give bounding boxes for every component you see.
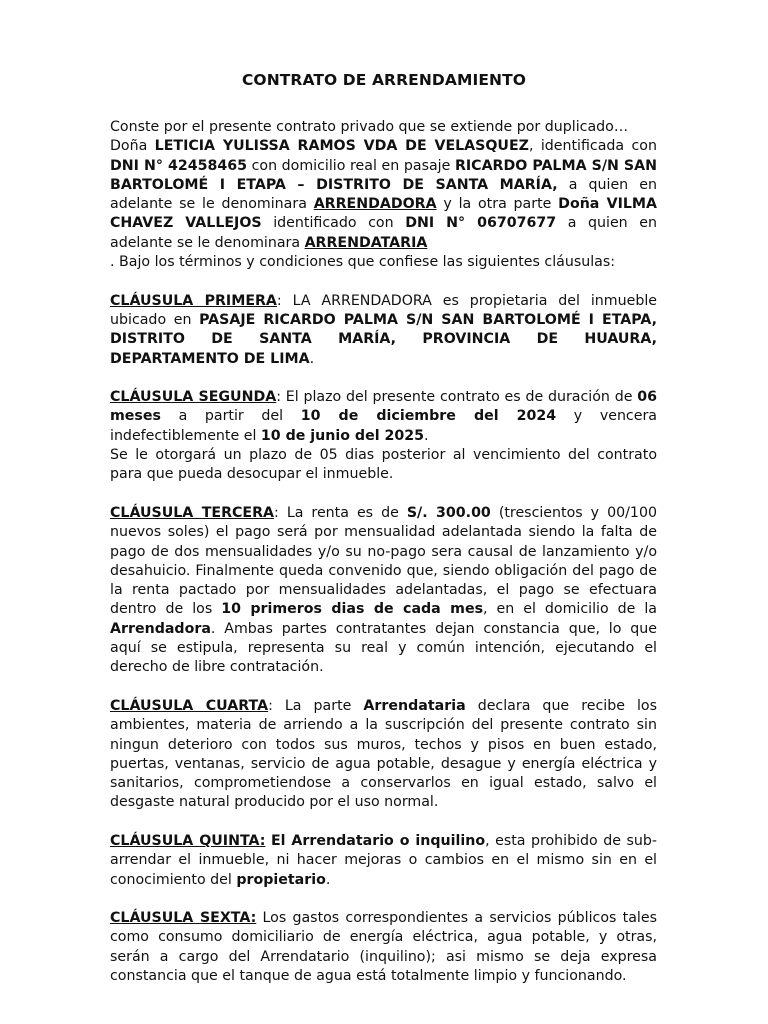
clause-5-title: CLÁUSULA QUINTA: <box>110 832 266 849</box>
start-date: 10 de diciembre del 2024 <box>300 408 557 425</box>
arrendataria-name: Doña VILMA CHAVEZ VALLEJOS <box>110 196 657 232</box>
intro-text: a quien en adelante se le denominara <box>110 176 658 213</box>
intro-line-1: Conste por el presente contrato privado que se extiende por duplicado… <box>110 119 629 135</box>
clause-3-text: , en el domicilio de la <box>483 601 657 618</box>
clause-5 <box>110 832 657 890</box>
paragraph-gap <box>110 813 657 832</box>
clause-1-title: CLÁUSULA PRIMERA <box>110 292 277 309</box>
document-body <box>110 118 657 986</box>
clause-3-title: CLÁUSULA TERCERA <box>110 504 275 521</box>
paragraph-gap <box>110 890 657 909</box>
arrendataria-ref: Arrendataria <box>363 697 466 714</box>
clause-5-text: , esta prohibido de sub-arrendar el inmueble, ni hacer mejoras o cambios en el mismo sin en el conocimiento del <box>110 832 657 888</box>
intro-text: . Bajo los términos y condiciones que confiese las siguientes cláusulas: <box>110 254 616 271</box>
clause-6 <box>110 909 657 986</box>
clause-1 <box>110 292 657 369</box>
contract-duration: 06 meses <box>110 389 657 425</box>
clause-3 <box>110 504 657 678</box>
clause-2-title: CLÁUSULA SEGUNDA <box>110 389 277 406</box>
intro-text: a quien en adelante se le denominara <box>110 215 657 251</box>
end-date: 10 de junio del 2025 <box>260 427 424 444</box>
paragraph-gap <box>110 272 657 291</box>
clause-4-text: : La parte <box>268 697 364 714</box>
arrendadora-role: ARRENDADORA <box>313 196 437 213</box>
arrendataria-role: ARRENDATARIA <box>304 234 428 251</box>
arrendadora-ref: Arrendadora <box>110 620 211 637</box>
intro-text: Doña <box>110 138 155 155</box>
arrendataria-dni: DNI N° 06707677 <box>405 215 557 232</box>
clause-2-text: a partir del <box>160 408 301 425</box>
clause-2 <box>110 388 657 484</box>
clause-2-extra: Se le otorgará un plazo de 05 dias posterior al vencimiento del contrato para que pueda desocupar el inmueble. <box>110 447 657 483</box>
clause-5-text: . <box>325 871 331 888</box>
owner-ref: propietario <box>236 871 326 888</box>
clause-4-title: CLÁUSULA CUARTA <box>110 697 269 714</box>
clause-3-text: . Ambas partes contratantes dejan constancia que, lo que aquí se estipula, representa su real y común intención, ejecutando el derecho de libre contratación. <box>110 620 657 676</box>
clause-4-text: declara que recibe los ambientes, materia de arriendo a la suscripción del presente contrato sin ningun deterioro con todos sus muros, techos y pisos en buen estado, puertas, ventanas, servicio de agua potable, desague y energía eléctrica y sanitarios, comprometiendose a conservarlos en igual estado, salvo el desgaste natural producido por el uso normal. <box>110 697 657 811</box>
intro-text: , identificada con <box>528 138 657 155</box>
clause-3-text: (trescientos y 00/100 nuevos soles) el pago será por mensualidad adelantada siendo la falta de pago de dos mensualidades y/o su no-pago sera causal de lanzamiento y/o desahuicio. Finalmente queda convenido que, siendo obligación del pago de la renta pactado por mensualidades adelantadas, el pago se efectuara dentro de los <box>110 504 657 618</box>
paragraph-gap <box>110 678 657 697</box>
clause-1-text: . <box>309 350 315 367</box>
clause-6-title: CLÁUSULA SEXTA: <box>110 910 257 927</box>
arrendadora-name: LETICIA YULISSA RAMOS VDA DE VELASQUEZ <box>154 138 529 155</box>
rent-amount: S/. 300.00 <box>406 504 491 521</box>
intro-text: con domicilio real en pasaje <box>246 157 455 174</box>
arrendadora-dni: DNI N° 42458465 <box>110 157 247 174</box>
payment-days: 10 primeros dias de cada mes <box>221 601 484 618</box>
clause-3-text: : La renta es de <box>274 504 407 521</box>
intro-paragraph <box>110 118 657 272</box>
clause-2-text: : El plazo del presente contrato es de duración de <box>276 389 638 406</box>
arrendadora-address: RICARDO PALMA S/N SAN BARTOLOMÉ I ETAPA – DISTRITO DE SANTA MARÍA, <box>110 157 658 193</box>
clause-1-text: : LA ARRENDADORA es propietaria del inmueble ubicado en <box>110 292 657 328</box>
paragraph-gap <box>110 369 657 388</box>
property-address: PASAJE RICARDO PALMA S/N SAN BARTOLOMÉ I ETAPA, DISTRITO DE SANTA MARÍA, PROVINCIA DE HUAURA, DEPARTAMENTO DE LIMA <box>110 311 657 367</box>
clause-2-text: y vencera indefectiblemente el <box>110 408 657 444</box>
intro-text: identificado con <box>261 215 406 232</box>
clause-2-text: . <box>424 427 429 444</box>
paragraph-gap <box>110 485 657 504</box>
clause-4 <box>110 697 657 813</box>
clause-6-text: Los gastos correspondientes a servicios públicos tales como consumo domiciliario de energía eléctrica, agua potable, y otras, serán a cargo del Arrendatario (inquilino); asi mismo se deja expresa constancia que el tanque de agua está totalmente limpio y funcionando. <box>110 910 657 985</box>
document-title: CONTRATO DE ARRENDAMIENTO <box>241 71 527 89</box>
tenant-ref: El Arrendatario o inquilino <box>270 832 486 849</box>
intro-text: y la otra parte <box>436 196 559 213</box>
